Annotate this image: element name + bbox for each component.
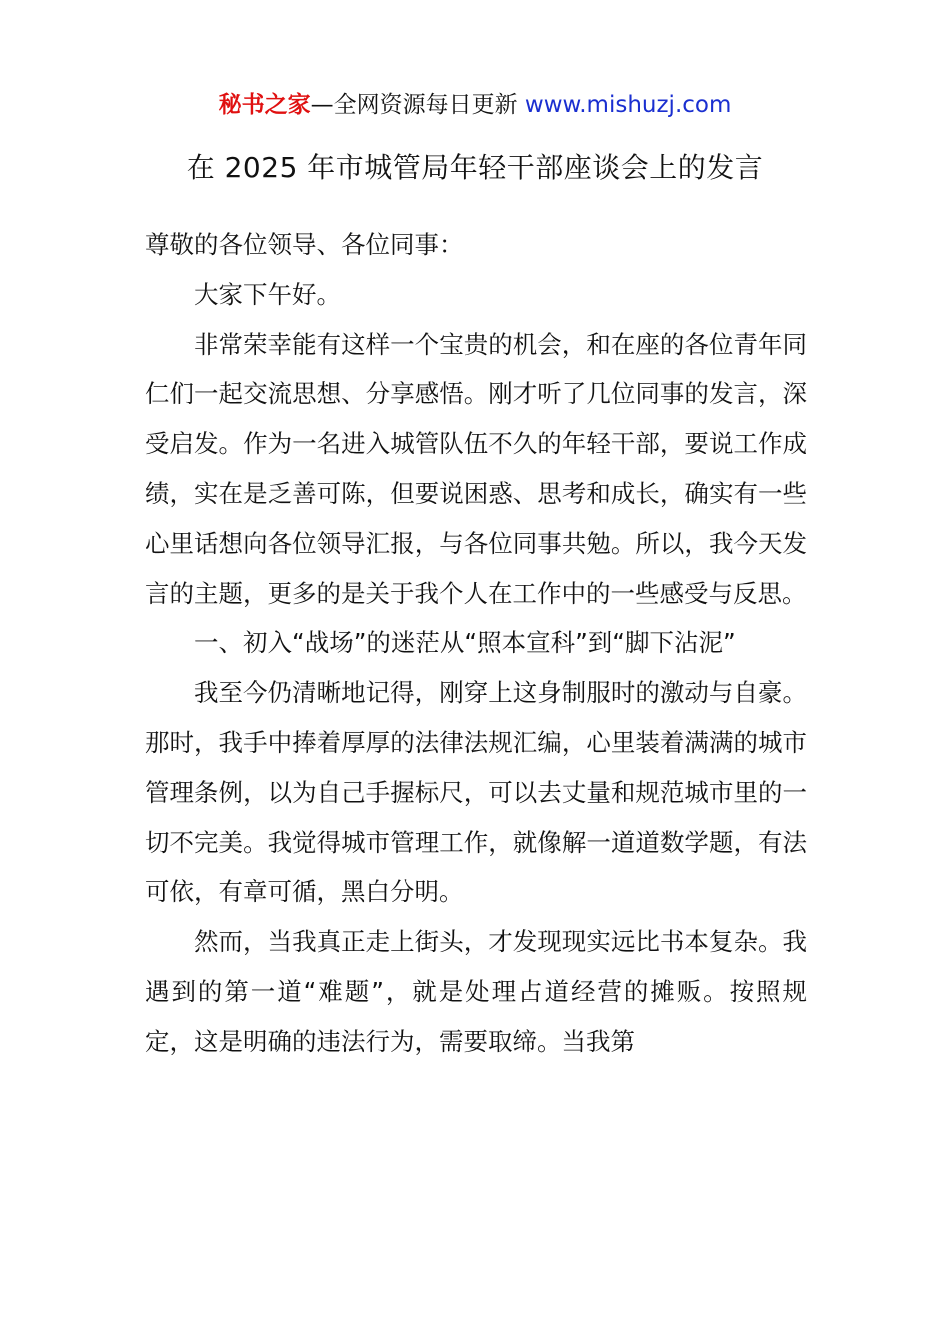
site-header: [0, 88, 950, 122]
paragraph-greeting: 大家下午好。: [194, 279, 341, 309]
paragraph-reality: 然而，当我真正走上街头，才发现现实远比书本复杂。我遇到的第一道“难题”，就是处理占道经营的摊贩。按照规定，这是明确的违法行为，需要取缔。当我第: [145, 927, 807, 1056]
section-heading-1: 一、初入“战场”的迷茫从“照本宣科”到“脚下沾泥”: [194, 628, 736, 658]
site-url-link[interactable]: www.mishuzj.com: [524, 92, 732, 118]
document-body: [145, 220, 807, 1067]
document-title: 在 2025 年市城管局年轻干部座谈会上的发言: [186, 151, 764, 184]
paragraph-memory: 我至今仍清晰地记得，刚穿上这身制服时的激动与自豪。那时，我手中捧着厚厚的法律法规汇编，心里装着满满的城市管理条例，以为自己手握标尺，可以去丈量和规范城市里的一切不完美。我觉得城市管理工作，就像解一道道数学题，有法可依，有章可循，黑白分明。: [145, 678, 807, 907]
salutation: 尊敬的各位领导、各位同事：: [145, 230, 464, 259]
paragraph-intro: 非常荣幸能有这样一个宝贵的机会，和在座的各位青年同仁们一起交流思想、分享感悟。刚才听了几位同事的发言，深受启发。作为一名进入城管队伍不久的年轻干部，要说工作成绩，实在是乏善可陈，但要说困惑、思考和成长，确实有一些心里话想向各位领导汇报，与各位同事共勉。所以，我今天发言的主题，更多的是关于我个人在工作中的一些感受与反思。: [145, 329, 807, 608]
site-tagline: —全网资源每日更新: [310, 92, 518, 118]
site-brand: 秘书之家: [218, 92, 311, 118]
